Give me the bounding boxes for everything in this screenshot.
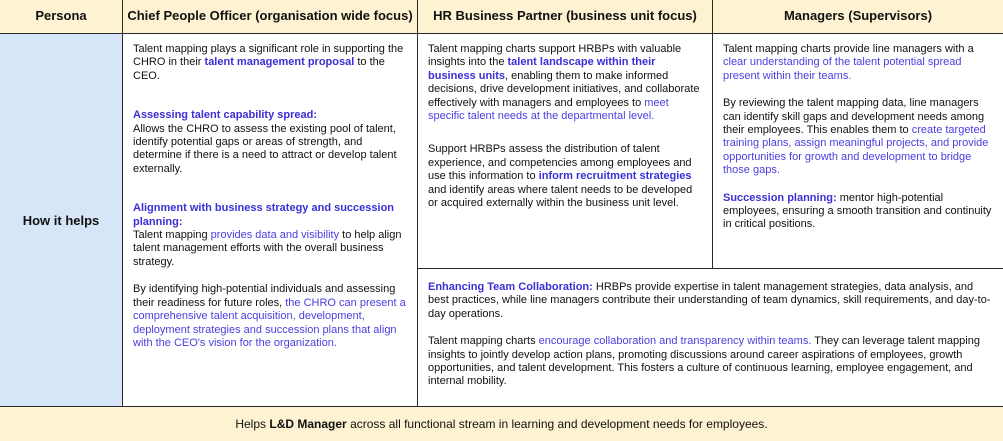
- managers-paragraph-1: [723, 43, 997, 83]
- cpo-paragraph-2: [133, 109, 407, 176]
- cpo-paragraph-3: [133, 202, 407, 269]
- header-divider: [0, 33, 1003, 34]
- managers-paragraph-2: [723, 97, 997, 177]
- footer-note: [0, 407, 1003, 441]
- collab-paragraph-1: [428, 281, 993, 321]
- hrbp-p1-highlight-2: meet specific talent needs at the departmental level.: [428, 96, 669, 123]
- managers-p3-title: Succession planning:: [723, 191, 837, 204]
- cpo-paragraph-4: [133, 283, 407, 350]
- cpo-p1-text: Talent mapping plays a significant role in supporting the CHRO in their: [133, 43, 404, 69]
- managers-paragraph-3: [723, 192, 997, 232]
- col-divider-1: [122, 0, 123, 407]
- footer-text: Helps: [235, 417, 267, 431]
- collab-divider: [418, 268, 1003, 269]
- managers-p2-highlight: create targeted training plans, assign meaningful projects, and provide opportunities for growth and development to bridge those gaps.: [723, 124, 989, 177]
- cpo-p3-text: Talent mapping: [133, 229, 211, 242]
- cpo-p1-tail: to the CEO.: [133, 56, 385, 82]
- collab-p1-text: HRBPs provide expertise in talent management strategies, data analysis, and best practices, while line managers contribute their understanding of team dynamics, skill requirements, and day-to-day operations.: [428, 281, 991, 320]
- managers-p1-highlight: clear understanding of the talent potential spread present within their teams.: [723, 56, 962, 82]
- cpo-p3-title: Alignment with business strategy and succession planning:: [133, 202, 395, 228]
- hrbp-p2-text: Support HRBPs assess the distribution of talent experience, and competencies among employees and use this information to: [428, 143, 692, 183]
- collab-p2-highlight: encourage collaboration and transparency within teams.: [538, 335, 812, 348]
- cpo-p3-highlight: provides data and visibility: [210, 229, 340, 242]
- collab-p1-title: Enhancing Team Collaboration:: [428, 281, 593, 293]
- hrbp-p1-highlight: talent landscape within their business units: [428, 56, 656, 82]
- cpo-p2-title: Assessing talent capability spread:: [133, 109, 318, 122]
- managers-p3-text: mentor high-potential employees, ensuring a smooth transition and continuity in critical positions.: [723, 191, 992, 231]
- header-managers: Managers (Supervisors): [713, 0, 1003, 33]
- cpo-p4-highlight: the CHRO can present a comprehensive talent acquisition, development, deployment strategies and succession plans that align with the CEO's vision for the organization.: [133, 296, 406, 349]
- cpo-p4-text: By identifying high-potential individuals and assessing their readiness for future roles,: [133, 283, 396, 309]
- hrbp-p2-tail: and identify areas where talent needs to be developed or acquired externally within the business unit level.: [428, 183, 693, 210]
- row-label-how-it-helps: How it helps: [0, 34, 122, 406]
- col-divider-3: [712, 0, 713, 269]
- cpo-p3-tail: to help align talent management efforts with the overall business strategy.: [133, 229, 402, 268]
- hrbp-p2-highlight: inform recruitment strategies: [538, 170, 692, 183]
- header-hr-business-partner: HR Business Partner (business unit focus): [418, 0, 712, 33]
- hrbp-paragraph-1: [428, 43, 702, 123]
- footer-ld-manager: L&D Manager: [269, 417, 347, 431]
- cpo-p1-highlight: talent management proposal: [204, 56, 355, 69]
- hrbp-p1-text: Talent mapping charts support HRBPs with valuable insights into the: [428, 43, 682, 69]
- hrbp-paragraph-2: [428, 143, 702, 210]
- collaboration-cell: [418, 269, 1003, 406]
- managers-p2-text: By reviewing the talent mapping data, line managers can identify skill gaps and development needs among their employees. This enables them to: [723, 97, 985, 137]
- hrbp-p1-middle: , enabling them to make informed decisions, drive development initiatives, and collaborate effectively with managers and employees to: [428, 69, 700, 109]
- header-chief-people-officer: Chief People Officer (organisation wide focus): [123, 0, 417, 33]
- hrbp-cell: [418, 34, 712, 268]
- collab-p2-text: Talent mapping charts: [428, 335, 539, 348]
- managers-p1-text: Talent mapping charts provide line managers with a: [723, 43, 974, 55]
- managers-cell: [713, 34, 1003, 268]
- footer-divider: [0, 406, 1003, 407]
- col-divider-2: [417, 0, 418, 407]
- collab-paragraph-2: [428, 335, 993, 389]
- cpo-cell: [123, 34, 417, 406]
- header-persona: Persona: [0, 0, 122, 33]
- collab-p2-tail: They can leverage talent mapping insights to jointly develop action plans, promoting discussions around career aspirations of employees, growth opportunities, and talent development. This fosters a culture of continuous learning, employee engagement, and internal mobility.: [428, 335, 980, 388]
- cpo-paragraph-1: [133, 43, 407, 83]
- cpo-p2-text: Allows the CHRO to assess the existing pool of talent, identify potential gaps or areas of strength, and determine if there is a need to attract or develop talent externally.: [133, 122, 397, 175]
- footer-tail: across all functional stream in learning and development needs for employees.: [350, 417, 768, 431]
